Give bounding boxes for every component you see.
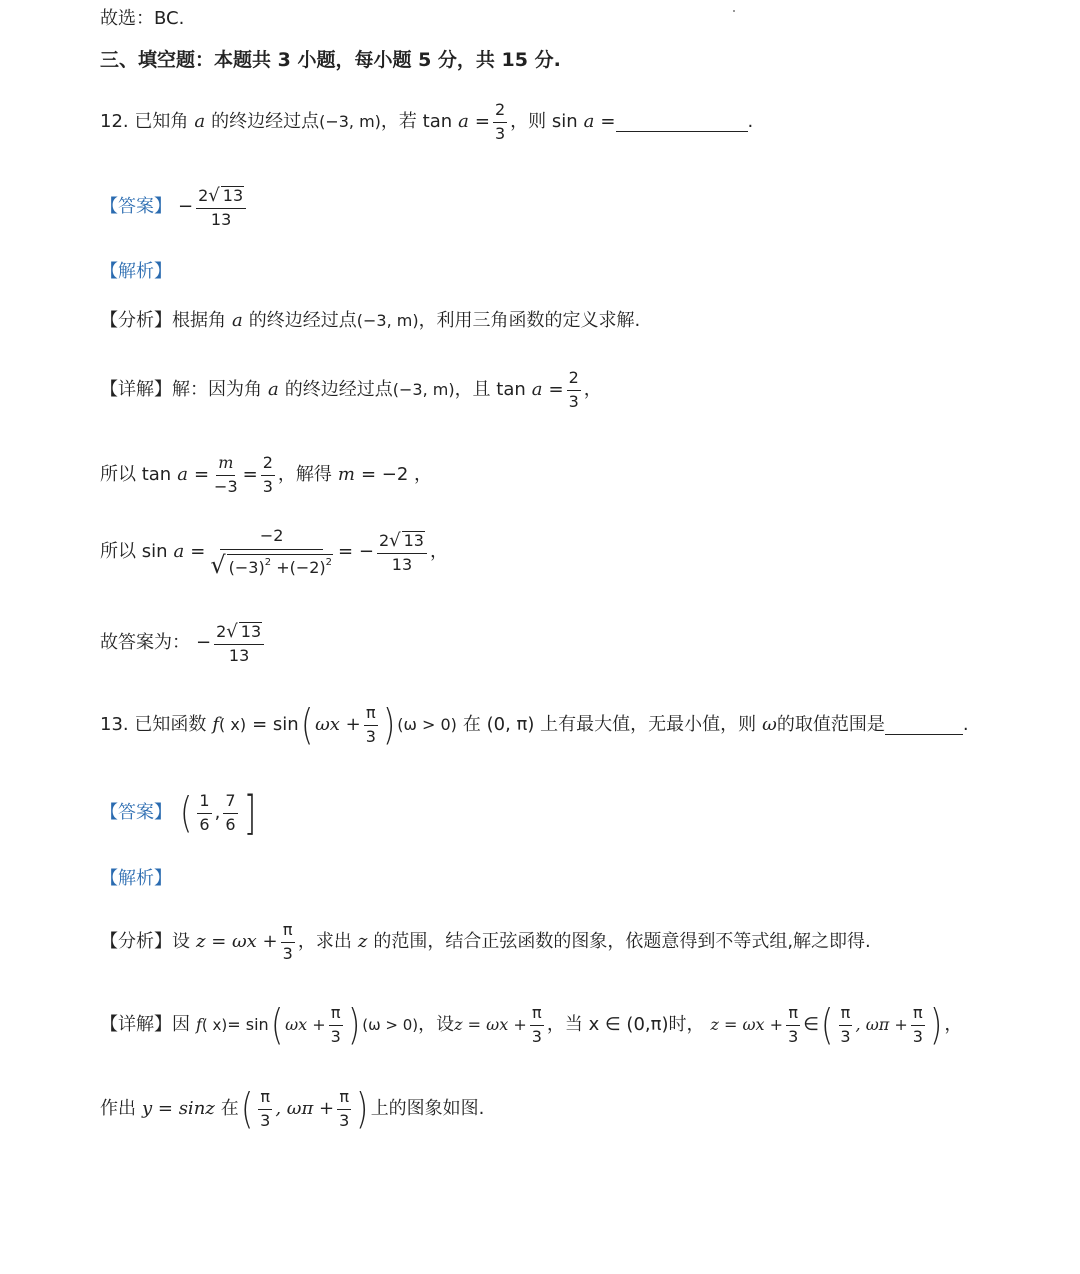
sqrt-icon-2: √ bbox=[210, 550, 226, 579]
q13-detail-fraction-4 bbox=[838, 1002, 852, 1046]
q12-step2-big-fraction bbox=[208, 528, 335, 577]
answer-13-label: 【答案】 bbox=[100, 802, 172, 823]
q12-tan-fraction bbox=[493, 102, 507, 143]
analysis-label-text: 【解析】 bbox=[100, 261, 172, 282]
q12-alpha: a bbox=[194, 111, 206, 133]
q13-detail-text-c: ，当 x ∈ (0,π)时， bbox=[546, 1014, 705, 1035]
q13-detail-label: 【详解】 bbox=[100, 1014, 172, 1035]
q12-step2-text-a: 所以 sin bbox=[100, 541, 168, 563]
q13-detail-pi-2: π bbox=[530, 1005, 544, 1026]
q12-final-den: 13 bbox=[228, 645, 250, 665]
q13-analysis-pi: π bbox=[281, 922, 295, 943]
q13-analysis-text-a: 设 bbox=[172, 931, 190, 953]
q12-step1-result: = −2 ， bbox=[361, 464, 433, 486]
q13-detail-fraction-1 bbox=[329, 1002, 343, 1046]
q12-alpha-3: a bbox=[583, 111, 595, 133]
q12-step2-radicand: 13 bbox=[403, 531, 424, 551]
q12-step1-eq: = bbox=[193, 464, 210, 486]
section-header bbox=[100, 51, 1040, 70]
answer-12-radicand: 13 bbox=[222, 186, 244, 205]
q13-detail-z-expr: z = ωx + bbox=[454, 1015, 527, 1034]
q12-final-coef: 2 bbox=[216, 622, 227, 641]
q12-step1-text-b: ，解得 bbox=[277, 464, 332, 486]
question-13 bbox=[100, 700, 1040, 749]
answer-13-fraction-b bbox=[223, 790, 237, 834]
q13-graph-omega-pi: , ωπ + bbox=[275, 1098, 335, 1119]
q13-graph-fraction-2 bbox=[337, 1086, 351, 1130]
q13-detail-pi-4: π bbox=[839, 1005, 853, 1026]
q13-text-end: . bbox=[962, 714, 969, 735]
q12-detail-eq: = bbox=[548, 379, 564, 401]
right-bracket-icon: ] bbox=[243, 786, 256, 840]
right-paren-icon-3: ) bbox=[347, 1000, 361, 1049]
q12-analysis bbox=[100, 312, 1040, 330]
q12-detail-comma: ， bbox=[583, 379, 602, 401]
q12-step1-fraction-1 bbox=[212, 455, 240, 496]
q13-detail-pi-5: π bbox=[911, 1005, 925, 1026]
right-paren-icon-4: ) bbox=[929, 1000, 943, 1049]
answer-12-numerator bbox=[196, 186, 246, 209]
q12-step2-result-num bbox=[377, 531, 427, 554]
q12-step1-m: m bbox=[337, 464, 355, 486]
right-paren-icon-5: ) bbox=[356, 1084, 369, 1133]
analysis-label-13 bbox=[100, 870, 1040, 888]
answer-13-b-den: 6 bbox=[225, 814, 236, 834]
answer-13-b-num: 7 bbox=[223, 793, 237, 814]
q12-final-minus: − bbox=[196, 632, 212, 654]
q13-omega: ω bbox=[762, 714, 777, 735]
q12-final-fraction bbox=[214, 622, 264, 665]
q12-step1-frac2-num: 2 bbox=[261, 455, 275, 476]
q13-analysis-z: z bbox=[357, 931, 368, 953]
q13-detail-in: ∈ bbox=[803, 1014, 819, 1035]
q13-graph-text-a: 作出 bbox=[100, 1098, 136, 1119]
q12-point: (−3, m) bbox=[319, 112, 381, 132]
q13-detail-text-a: 因 bbox=[172, 1014, 190, 1035]
right-paren-icon: ) bbox=[382, 700, 396, 749]
q13-detail-text-b: ，设 bbox=[418, 1014, 455, 1035]
q13-analysis-fraction bbox=[281, 922, 295, 963]
answer-12-label: 【答案】 bbox=[100, 196, 172, 218]
prev-answer bbox=[100, 10, 1040, 28]
q12-detail-alpha: a bbox=[268, 379, 279, 401]
q12-step2-num: −2 bbox=[220, 528, 324, 550]
left-paren-icon-3: ( bbox=[270, 1000, 284, 1049]
q13-analysis-label: 【分析】 bbox=[100, 931, 172, 953]
q13-text-a: 13. 已知函数 bbox=[100, 714, 207, 735]
q12-step2-alpha: a bbox=[173, 541, 185, 563]
q12-step1-frac1-den: −3 bbox=[214, 476, 238, 496]
question-12 bbox=[100, 102, 1040, 143]
answer-12-denominator: 13 bbox=[210, 209, 232, 229]
q13-fx: ( x) bbox=[219, 715, 247, 734]
q12-step2-plus: + bbox=[276, 558, 290, 577]
q12-answer-blank bbox=[616, 113, 748, 132]
q13-graph-three-2: 3 bbox=[339, 1110, 350, 1130]
q13-omega-x: ωx + bbox=[315, 714, 361, 735]
q12-analysis-point: (−3, m) bbox=[356, 311, 419, 330]
analysis-label-13-text: 【解析】 bbox=[100, 868, 172, 889]
q12-analysis-text-a: 根据角 bbox=[172, 310, 226, 331]
q12-text-end: . bbox=[747, 111, 754, 133]
q12-frac-den: 3 bbox=[494, 123, 506, 143]
q13-detail-three-4: 3 bbox=[840, 1026, 851, 1046]
q12-detail-point: (−3, m) bbox=[392, 380, 455, 400]
q12-step1-fraction-2 bbox=[261, 455, 275, 496]
q12-step2-exp2: 2 bbox=[325, 557, 333, 568]
q12-step1-eq-2: = bbox=[242, 464, 258, 486]
q13-graph-pi-1: π bbox=[258, 1089, 272, 1110]
q13-detail-text-eq: = sin bbox=[227, 1015, 269, 1034]
q13-detail-three-2: 3 bbox=[531, 1026, 542, 1046]
q12-frac-num: 2 bbox=[493, 102, 507, 123]
q12-step2-result-fraction bbox=[377, 531, 427, 574]
q12-step2-coef: 2 bbox=[378, 531, 390, 551]
q12-step-1 bbox=[100, 455, 1040, 496]
left-paren-icon-5: ( bbox=[240, 1084, 254, 1133]
q13-analysis-three: 3 bbox=[282, 943, 293, 963]
q13-detail-omega-pi: , ωπ + bbox=[855, 1015, 908, 1034]
q13-cond: (ω > 0) bbox=[397, 715, 457, 734]
q12-text-b: 的终边经过点 bbox=[211, 111, 320, 133]
sqrt-icon: √ bbox=[208, 184, 220, 206]
q13-graph-text-c: 上的图象如图. bbox=[370, 1098, 485, 1119]
q12-step1-frac2-den: 3 bbox=[262, 476, 273, 496]
q12-step2-comma: ， bbox=[429, 541, 448, 563]
sqrt-icon-3: √ bbox=[389, 529, 401, 551]
q13-graph-text-b: 在 bbox=[220, 1098, 239, 1119]
q13-graph-pi-2: π bbox=[337, 1089, 351, 1110]
q12-step2-exp1: 2 bbox=[264, 557, 272, 568]
q13-detail bbox=[100, 1000, 1070, 1049]
prev-answer-text: 故选：BC. bbox=[100, 8, 185, 29]
q13-detail-comma: ， bbox=[944, 1014, 963, 1035]
left-paren-icon-4: ( bbox=[820, 1000, 834, 1049]
q13-analysis-text-c: 的范围，结合正弦函数的图象，依题意得到不等式组,解之即得. bbox=[373, 931, 871, 953]
q13-detail-three-3: 3 bbox=[788, 1026, 799, 1046]
q12-detail-frac-num: 2 bbox=[567, 370, 581, 391]
q12-detail-label: 【详解】 bbox=[100, 379, 172, 401]
q12-step2-eq-minus: = − bbox=[338, 541, 374, 563]
q12-final-answer bbox=[100, 622, 1040, 665]
left-paren-icon: ( bbox=[300, 700, 314, 749]
q13-text-eq: = sin bbox=[252, 714, 299, 735]
q13-detail-three-5: 3 bbox=[912, 1026, 923, 1046]
q13-detail-cond: (ω > 0) bbox=[362, 1015, 419, 1034]
q13-detail-fraction-5 bbox=[911, 1002, 925, 1046]
q12-step-2 bbox=[100, 528, 1040, 577]
q13-detail-pi-3: π bbox=[786, 1005, 800, 1026]
q12-final-label: 故答案为： bbox=[100, 632, 190, 654]
q13-pi: π bbox=[364, 705, 378, 726]
q12-step2-eq: = bbox=[190, 541, 206, 563]
q13-detail-fraction-3 bbox=[786, 1002, 800, 1046]
q13-detail-fx: ( x) bbox=[201, 1015, 228, 1034]
answer-13 bbox=[100, 786, 1040, 840]
q12-detail-text-b: 的终边经过点 bbox=[284, 379, 393, 401]
sqrt-icon-4: √ bbox=[226, 620, 238, 642]
q12-analysis-label: 【分析】 bbox=[100, 310, 172, 331]
q12-alpha-2: a bbox=[458, 111, 469, 133]
q12-text-c: ，若 tan bbox=[380, 111, 453, 133]
q13-detail-three-1: 3 bbox=[330, 1026, 341, 1046]
q13-detail-f: f bbox=[196, 1015, 202, 1034]
q13-analysis bbox=[100, 922, 1040, 963]
q12-analysis-alpha: a bbox=[232, 310, 243, 331]
q12-step1-text-a: 所以 tan bbox=[100, 464, 172, 486]
q13-answer-blank bbox=[885, 716, 963, 735]
q13-three: 3 bbox=[365, 726, 376, 746]
q12-detail-alpha-2: a bbox=[531, 379, 543, 401]
answer-13-fraction-a bbox=[197, 790, 211, 834]
q12-detail bbox=[100, 370, 1040, 411]
q12-detail-text-c: ，且 tan bbox=[454, 379, 526, 401]
q12-eq-2: = bbox=[600, 111, 616, 133]
q13-text-c: 的取值范围是 bbox=[776, 714, 885, 735]
q12-step2-result-den: 13 bbox=[391, 554, 413, 574]
answer-13-comma: , bbox=[214, 802, 221, 823]
answer-12-fraction bbox=[196, 186, 246, 229]
q12-analysis-text-c: ，利用三角函数的定义求解. bbox=[418, 310, 641, 331]
answer-12-coef: 2 bbox=[198, 186, 209, 205]
q12-final-num bbox=[214, 622, 264, 645]
q13-detail-fraction-2 bbox=[530, 1002, 544, 1046]
q13-graph bbox=[100, 1084, 1040, 1133]
q13-detail-pi-1: π bbox=[329, 1005, 343, 1026]
q12-eq: = bbox=[474, 111, 490, 133]
q12-final-radicand: 13 bbox=[240, 622, 262, 641]
q13-pi-fraction bbox=[364, 702, 378, 746]
q13-graph-y-expr: y = sinz bbox=[142, 1098, 215, 1119]
q12-text-d: ，则 sin bbox=[510, 111, 578, 133]
q13-graph-three-1: 3 bbox=[260, 1110, 271, 1130]
q13-graph-fraction-1 bbox=[258, 1086, 272, 1130]
q12-step1-frac1-num: m bbox=[216, 455, 235, 476]
left-paren-icon-2: ( bbox=[180, 788, 193, 837]
q13-detail-z-expr-2: z = ωx + bbox=[710, 1015, 784, 1034]
q13-detail-omega-x: ωx + bbox=[285, 1015, 326, 1034]
answer-13-a-num: 1 bbox=[197, 793, 211, 814]
section-header-text: 三、填空题：本题共 3 小题，每小题 5 分，共 15 分. bbox=[100, 49, 561, 71]
q12-detail-frac-den: 3 bbox=[568, 391, 579, 411]
q12-step2-den bbox=[208, 550, 335, 577]
q13-f: f bbox=[212, 714, 220, 735]
analysis-label-12 bbox=[100, 263, 1040, 281]
q12-step2-term2: (−2) bbox=[289, 558, 326, 577]
q12-detail-text-a: 解：因为角 bbox=[172, 379, 262, 401]
q12-step2-term1: (−3) bbox=[228, 558, 265, 577]
q12-analysis-text-b: 的终边经过点 bbox=[248, 310, 357, 331]
q12-text-a: 12. 已知角 bbox=[100, 111, 189, 133]
q13-text-b: 在 (0, π) 上有最大值，无最小值，则 bbox=[462, 714, 757, 735]
q12-step1-alpha: a bbox=[177, 464, 188, 486]
q13-analysis-z-expr: z = ωx + bbox=[196, 931, 278, 953]
q12-detail-fraction bbox=[567, 370, 581, 411]
q13-analysis-text-b: ，求出 bbox=[297, 931, 352, 953]
answer-13-a-den: 6 bbox=[199, 814, 210, 834]
answer-12 bbox=[100, 186, 1040, 229]
answer-12-minus: − bbox=[178, 196, 194, 218]
